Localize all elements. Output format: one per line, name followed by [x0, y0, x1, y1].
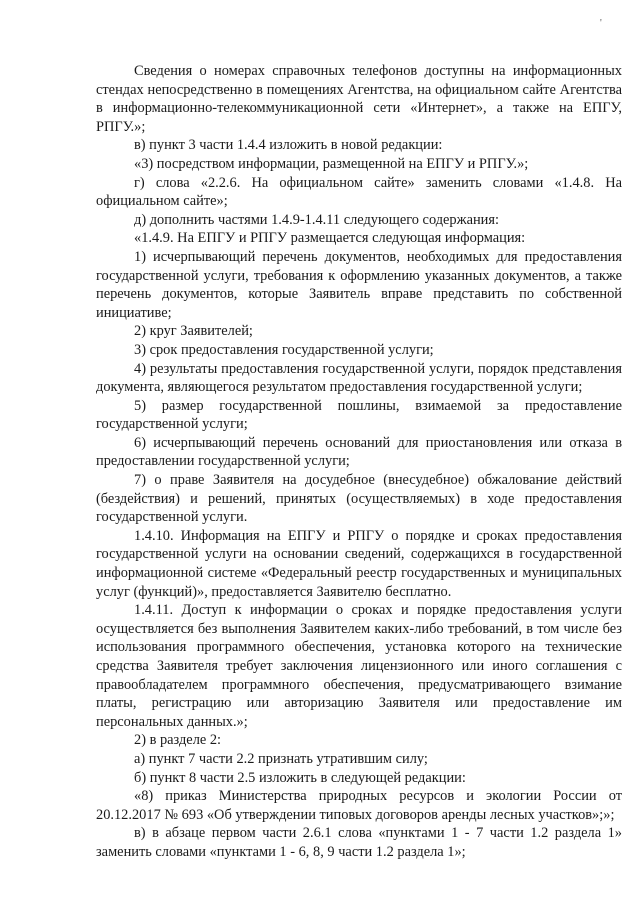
paragraph: 7) о праве Заявителя на досудебное (внесудебное) обжалование действий (бездействия) и решений, принятых (осуществляемых) в ходе предоставления государственной услуги.: [96, 472, 622, 526]
paragraph: 4) результаты предоставления государственной услуги, порядок представления документа, являющегося результатом предоставления государственной услуги;: [96, 360, 622, 396]
paragraph: а) пункт 7 части 2.2 признать утратившим силу;: [134, 750, 428, 767]
paragraph: 5) размер государственной пошлины, взимаемой за предоставление государственной услуги;: [96, 397, 622, 433]
paragraph: 1.4.10. Информация на ЕПГУ и РПГУ о порядке и сроках предоставления государственной услуги на основании сведений, содержащихся в государственной информационной системе «Федеральный реестр государственных и муниципальных услуг (функций)», предоставляется Заявителю бесплатно.: [96, 527, 622, 600]
paragraph: в) пункт 3 части 1.4.4 изложить в новой редакции:: [134, 137, 443, 154]
paragraph: 3) срок предоставления государственной услуги;: [134, 341, 434, 358]
paragraph: «1.4.9. На ЕПГУ и РПГУ размещается следующая информация:: [134, 230, 526, 247]
paragraph: 1) исчерпывающий перечень документов, необходимых для предоставления государственной услуги, требования к оформлению указанных документов, а также перечень документов, которые Заявитель вправе представить по собственной инициативе;: [96, 248, 622, 321]
paragraph: 1.4.11. Доступ к информации о сроках и порядке предоставления услуги осуществляется без выполнения Заявителем каких-либо требований, в том числе без использования программного обеспечения, установка которого на технические средства Заявителя требует заключения лицензионного или иного соглашения с правообладателем программного обеспечения, предусматривающего взимание платы, регистрацию или авторизацию Заявителя или предоставление им персональных данных.»;: [96, 602, 622, 730]
document-body: [96, 62, 622, 862]
paragraph: 2) в разделе 2:: [134, 732, 222, 749]
paragraph: 2) круг Заявителей;: [134, 323, 253, 340]
paragraph: в) в абзаце первом части 2.6.1 слова «пунктами 1 - 7 части 1.2 раздела 1» заменить словами «пунктами 1 - 6, 8, 9 части 1.2 раздела 1»;: [96, 825, 622, 860]
paragraph: г) слова «2.2.6. На официальном сайте» заменить словами «1.4.8. На официальном сайте»;: [96, 174, 622, 210]
paragraph: «8) приказ Министерства природных ресурсов и экологии России от 20.12.2017 № 693 «Об утверждении типовых договоров аренды лесных участков»;»;: [96, 788, 622, 823]
corner-mark: ': [600, 18, 602, 29]
paragraph: Сведения о номерах справочных телефонов доступны на информационных стендах непосредственно в помещениях Агентства, на официальном сайте Агентства в информационно-телекоммуникационной сети «Интернет», а также на ЕПГУ, РПГУ.»;: [96, 63, 622, 135]
paragraph: д) дополнить частями 1.4.9-1.4.11 следующего содержания:: [134, 211, 499, 228]
paragraph: «3) посредством информации, размещенной на ЕПГУ и РПГУ.»;: [134, 155, 529, 172]
paragraph: б) пункт 8 части 2.5 изложить в следующей редакции:: [134, 769, 466, 786]
paragraph: 6) исчерпывающий перечень оснований для приостановления или отказа в предоставлении государственной услуги;: [96, 434, 622, 470]
